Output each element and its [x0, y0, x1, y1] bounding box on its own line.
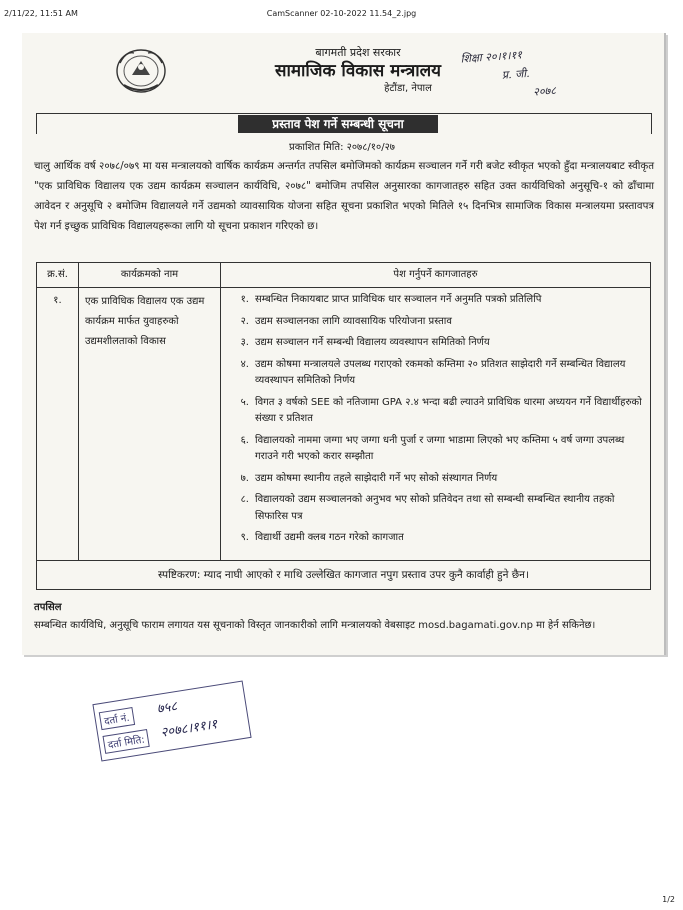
list-item [227, 492, 644, 525]
list-item [227, 292, 644, 309]
handwritten-line-3: २०७८ [532, 84, 557, 99]
clarification-text: स्पष्टिकरण: म्याद नाघी आएको र माथि उल्लेखित कागजात नपुग प्रस्ताव उपर कुनै कार्वाही हुने छैन। [37, 560, 651, 589]
tapasil-heading: तपसिल [34, 602, 62, 613]
table-row [37, 288, 651, 561]
notice-document [22, 33, 666, 655]
tapasil-section [34, 599, 654, 635]
list-item [227, 471, 644, 488]
doc-text: सम्बन्धित निकायबाट प्राप्त प्राविधिक धार सञ्चालन गर्ने अनुमति पत्रको प्रतिलिपि [255, 294, 542, 305]
doc-text: विगत ३ वर्षको SEE को नतिजामा GPA २.४ भन्दा बढी ल्याउने प्राविधिक धारमा अध्ययन गर्ने विद्यार्थीहरुको संख्या र प्रतिशत [255, 396, 642, 424]
stamp-number-label: दर्ता नं. [99, 707, 135, 730]
doc-num: ३. [240, 337, 249, 348]
doc-text: विद्यालयको उद्यम सञ्चालनको अनुभव भए सोको प्रतिवेदन तथा सो सम्बन्धी सम्बन्धित स्थानीय तहको सिफारिस पत्र [255, 494, 615, 522]
ministry-name: सामाजिक विकास मन्त्रालय [274, 61, 442, 81]
stamp-number-value: ७५८ [155, 699, 179, 718]
print-datetime: 2/11/22, 11:51 AM [4, 9, 78, 18]
province-name: बागमती प्रदेश सरकार [315, 46, 401, 59]
page-number: 1/2 [662, 895, 675, 904]
list-item [227, 357, 644, 390]
doc-num: ८. [240, 494, 249, 505]
requirements-table [36, 262, 651, 590]
list-item [227, 335, 644, 352]
handwritten-line-1: शिक्षा २०।१।११ [460, 48, 523, 66]
doc-text: विद्यालयको नाममा जग्गा भए जग्गा धनी पुर्जा र जग्गा भाडामा लिएको भए कम्तिमा ५ वर्ष जग्गा उपलब्ध गराउने गरी भएको करार सम्झौता [255, 434, 625, 462]
doc-text: विद्यार्थी उद्यमी क्लब गठन गरेको कागजात [255, 532, 404, 543]
doc-num: ७. [240, 472, 249, 484]
list-item [227, 530, 644, 547]
notice-title: प्रस्ताव पेश गर्ने सम्बन्धी सूचना [238, 115, 438, 133]
header-documents: पेश गर्नुपर्ने कागजातहरु [221, 263, 651, 288]
handwritten-note [460, 41, 594, 112]
doc-num: १. [240, 294, 249, 305]
doc-num: ४. [240, 358, 249, 370]
doc-num: २. [240, 315, 249, 327]
notice-intro-paragraph: चालु आर्थिक वर्ष २०७८/०७९ मा यस मन्त्रालयको वार्षिक कार्यक्रम अन्तर्गत तपसिल बमोजिमको कार्यक्रम सञ्चालन गर्ने गरी बजेट स्वीकृत भएको हुँदा मन्त्रालयबाट स्वीकृत "एक प्राविधिक विद्यालय एक उद्यम कार्यक्रम सञ्चालन कार्यविधि, २०७८" बमोजिम तपसिल अनुसारका कागजातहरु सहित उक्त कार्यविधिको अनुसूचि-१ को ढाँचामा आवेदन र अनुसूचि २ बमोजिम विद्यालयले गर्ने उद्यमको व्यावसायिक योजना सहित सूचना प्रकाशित भएको मितिले १५ दिनभित्र सामाजिक विकास मन्त्रालयमा प्रस्तावपत्र पेश गर्न इच्छुक प्राविधिक विद्यालयहरूका लागि यो सूचना प्रकाशन गरिएको छ। [34, 161, 654, 232]
header-program: कार्यक्रमको नाम [79, 263, 221, 288]
stamp-date-value: २०७८।११।१ [159, 717, 219, 741]
doc-text: उद्यम कोषमा मन्त्रालयले उपलब्ध गराएको रकमको कम्तिमा २० प्रतिशत साझेदारी गर्ने सम्बन्धित विद्यालय व्यवस्थापन समितिको निर्णय [255, 358, 626, 386]
doc-text: उद्यम सञ्चालन गर्ने सम्बन्धी विद्यालय व्यवस्थापन समितिको निर्णय [255, 337, 490, 348]
print-header [0, 9, 683, 23]
published-date: प्रकाशित मिति: २०७८/१०/२७ [289, 142, 395, 153]
list-item [227, 314, 644, 331]
print-file-title: CamScanner 02-10-2022 11.54_2.jpg [266, 9, 417, 18]
list-item [227, 395, 644, 428]
doc-num: ९. [240, 532, 249, 543]
table-header-row [37, 263, 651, 288]
registration-stamp [92, 680, 251, 761]
doc-text: उद्यम सञ्चालनका लागि व्यावसायिक परियोजना प्रस्ताव [255, 315, 452, 327]
doc-text: उद्यम कोषमा स्थानीय तहले साझेदारी गर्ने भए सोको संस्थागत निर्णय [255, 472, 498, 484]
ministry-location: हेटौंडा, नेपाल [384, 83, 432, 94]
stamp-date-label: दर्ता मिति: [102, 729, 149, 754]
clarification-row [37, 560, 651, 589]
header-sn: क्र.सं. [37, 263, 79, 288]
tapasil-text: सम्बन्धित कार्यविधि, अनुसूचि फाराम लगायत यस सूचनाको विस्तृत जानकारीको लागि मन्त्रालयको वेबसाइट mosd.bagamati.gov.np मा हेर्न सकिनेछ। [34, 620, 596, 631]
list-item [227, 433, 644, 466]
row-program-name: एक प्राविधिक विद्यालय एक उद्यम कार्यक्रम मार्फत युवाहरुको उद्यमशीलताको विकास [79, 288, 221, 561]
doc-num: ५. [240, 396, 249, 408]
handwritten-line-2: प्र. जी. [501, 66, 531, 82]
row-sn: १. [37, 288, 79, 561]
document-list [221, 288, 651, 561]
doc-num: ६. [240, 434, 249, 446]
